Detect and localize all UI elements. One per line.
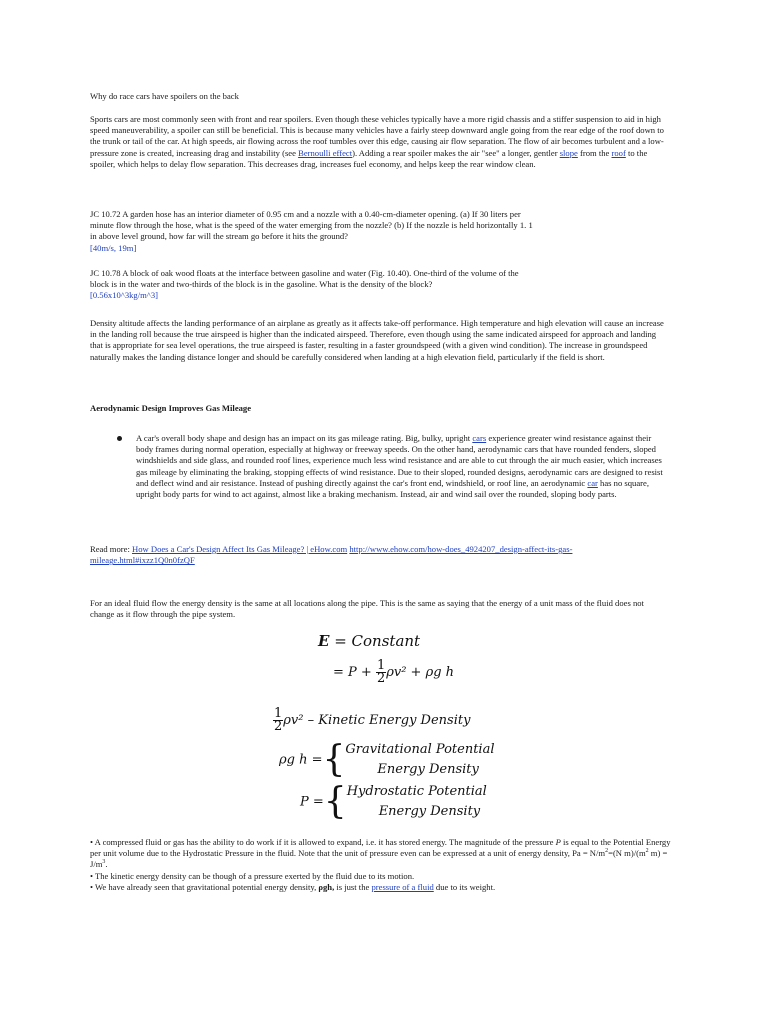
hydro-stack <box>347 782 487 822</box>
aero-heading: Aerodynamic Design Improves Gas Mileage <box>90 403 252 413</box>
kinetic-energy-equation <box>273 708 470 733</box>
hydro-line-2: Energy Density <box>378 804 481 819</box>
jc-10-78-answer: [0.56x10^3kg/m^3] <box>90 290 158 301</box>
jc-10-72-line-3: in above level ground, how far will the stream go before it hits the ground? <box>90 231 348 242</box>
grav-stack <box>345 740 494 780</box>
pressure-of-a-fluid-link[interactable]: pressure of a fluid <box>371 881 434 892</box>
kinetic-half-fraction <box>273 708 283 733</box>
note1-p: P <box>555 837 561 847</box>
aero-text-2: experience greater wind resistance against their body frames during normal operation, especially at highway or freeway speeds. On the other hand, aerodynamic cars that have rounded fenders, sloped windshields and side glass, and rounded roof lines, experience much less wind resistance and are able to cut through the air much easier, which increases gas mileage by eliminating the braking, stopping effects of wind resistance. Due to their sloped, rounded designs, aerodynamic cars are designed to resist and deflect wind and air resistance. Instead of pushing directly against the car's front end, windshield, or roof line, an aerodynamic <box>136 433 663 488</box>
spoiler-text-2: ). Adding a rear spoiler makes the air "see" a longer, gentler <box>352 147 560 158</box>
note-gravitational <box>90 882 675 893</box>
jc-10-72-line-1: JC 10.72 A garden hose has an interior diameter of 0.95 cm and a nozzle with a 0.40-cm-diameter opening. (a) If 30 liters per <box>90 209 521 219</box>
rhs-rest: ρv² + ρg h <box>386 665 455 680</box>
hydro-brace: { <box>323 781 347 822</box>
note1-b: is equal to the Potential Energy per unit volume due to the Hydrostatic Pressure in the fluid. Note that the unit of pressure even can be expressed at a unit of energy density, Pa = N/m <box>90 837 671 859</box>
constant-word: Constant <box>351 632 421 650</box>
spoiler-text-4: to the spoiler, which helps to delay flow separation. This decreases drag, increases fuel economy, and helps keep the rear window clean. <box>90 147 648 169</box>
kinetic-frac-den: 2 <box>274 719 283 734</box>
note-kinetic: • The kinetic energy density can be though of a pressure exerted by the fluid due to its motion. <box>90 870 415 881</box>
note1-sup3: 3 <box>102 859 106 866</box>
roof-link[interactable]: roof <box>611 147 626 158</box>
hydrostatic-energy-equation <box>300 782 487 822</box>
car-link[interactable]: car <box>587 477 598 488</box>
one-half-fraction <box>376 660 386 685</box>
spoiler-text-3: from the <box>577 147 612 158</box>
aero-text-3: has no square, upright body parts for wind to act against, almost like a braking mechanism. Instead, air and wind sail over the rounded, sloping body parts. <box>136 477 649 500</box>
kinetic-lhs: ρv² <box>283 713 304 728</box>
energy-density-intro: For an ideal fluid flow the energy density is the same at all locations along the pipe. This is the same as saying that the energy of a unit mass of the fluid does not change as it flow through the pipe system. <box>90 598 644 620</box>
note-pressure <box>90 837 675 871</box>
frac-den: 2 <box>376 671 386 686</box>
aero-text-1: A car's overall body shape and design has an impact on its gas mileage rating. Big, bulky, upright <box>136 433 473 443</box>
cars-link[interactable]: cars <box>472 433 487 443</box>
hydro-lhs: P = <box>300 794 324 810</box>
note1-a: • A compressed fluid or gas has the ability to do work if it is allowed to expand, i.e. it has stored energy. The magnitude of the pressure <box>90 837 556 847</box>
read-more-label: Read more: <box>90 544 132 554</box>
spoiler-question-title: Why do race cars have spoilers on the back <box>90 91 239 101</box>
bernoulli-effect-link[interactable]: Bernoulli effect <box>298 147 353 158</box>
jc-10-78-line-2: block is in the water and two-thirds of the block is in the gasoline. What is the density of the block? <box>90 279 433 290</box>
note3-c: is just the <box>334 881 372 892</box>
read-more-line <box>90 544 670 566</box>
grav-line-2: Energy Density <box>377 762 479 777</box>
slope-link[interactable]: slope <box>559 147 578 158</box>
frac-num: 1 <box>376 658 386 673</box>
aero-bullet-list <box>118 433 670 500</box>
note1-d: m) = J/m <box>90 848 668 870</box>
aero-bullet-item <box>118 433 670 500</box>
note3-d: due to its weight. <box>433 881 496 892</box>
ehow-url-link[interactable]: http://www.ehow.com/how-does_4924207_design-affect-its-gas-mileage.html#ixzz1Q0n0fzQF <box>90 544 573 566</box>
rhs-p: = P + <box>333 665 376 680</box>
density-altitude-paragraph: Density altitude affects the landing performance of an airplane as greatly as it affects take-off performance. High temperature and high elevation will cause an increase in the landing roll because the true airspeed is higher than the indicated airspeed. Therefore, even though using the same indicated airspeed for approach and landing that is appropriate for sea level operations, the true airspeed is faster, resulting in a faster groundspeed (with a given wind condition). The increase in groundspeed naturally makes the landing distance longer and should be carefully considered when landing at a high elevation field, particularly if the field is short. <box>90 318 664 362</box>
jc-10-78-problem <box>90 268 670 302</box>
hydro-line-1: Hydrostatic Potential <box>346 784 487 799</box>
jc-10-72-problem <box>90 209 670 254</box>
equals-sign: = <box>329 632 352 650</box>
kinetic-frac-num: 1 <box>274 706 283 721</box>
grav-lhs: ρg h = <box>279 752 323 768</box>
energy-constant-equation <box>318 632 421 650</box>
gravitational-energy-equation <box>279 740 494 780</box>
grav-brace: { <box>322 739 346 780</box>
note1-sup1: 2 <box>605 848 609 855</box>
note1-sup2: 2 <box>645 848 649 855</box>
note3-a: • We have already seen that gravitational potential energy density, <box>90 881 319 892</box>
note1-c: =(N m)/(m <box>608 848 646 859</box>
jc-10-72-answer: [40m/s, 19m] <box>90 242 137 253</box>
note1-e: . <box>105 859 108 870</box>
ehow-article-link[interactable]: How Does a Car's Design Affect Its Gas Mileage? | eHow.com <box>132 544 348 554</box>
bernoulli-expansion-equation <box>333 660 454 685</box>
energy-symbol: E <box>318 632 330 650</box>
jc-10-78-line-1: JC 10.78 A block of oak wood floats at the interface between gasoline and water (Fig. 10.40). One-third of the volume of the <box>90 268 519 278</box>
spoiler-text-1: Sports cars are most commonly seen with front and rear spoilers. Even though these vehicles typically have a more rigid chassis and a stiffer suspension to aid in high speed maneuverability, a spoiler can still be beneficial. This is because many vehicles have a fairly steep downward angle going from the rear edge of the roof down to the trunk or tail of the car. At high speeds, air flowing across the roof tumbles over this edge, causing air flow separation. The flow of air becomes turbulent and a low-pressure zone is created, increasing drag and instability (see <box>90 114 664 158</box>
jc-10-72-line-2: minute flow through the hose, what is the speed of the water emerging from the nozzle? (b) If the nozzle is held horizontally 1. 1 <box>90 220 533 231</box>
spoiler-paragraph <box>90 114 670 170</box>
kinetic-text: – Kinetic Energy Density <box>307 713 471 728</box>
note3-b: ρgh, <box>318 881 335 892</box>
grav-line-1: Gravitational Potential <box>345 742 495 757</box>
energy-notes <box>90 837 675 893</box>
